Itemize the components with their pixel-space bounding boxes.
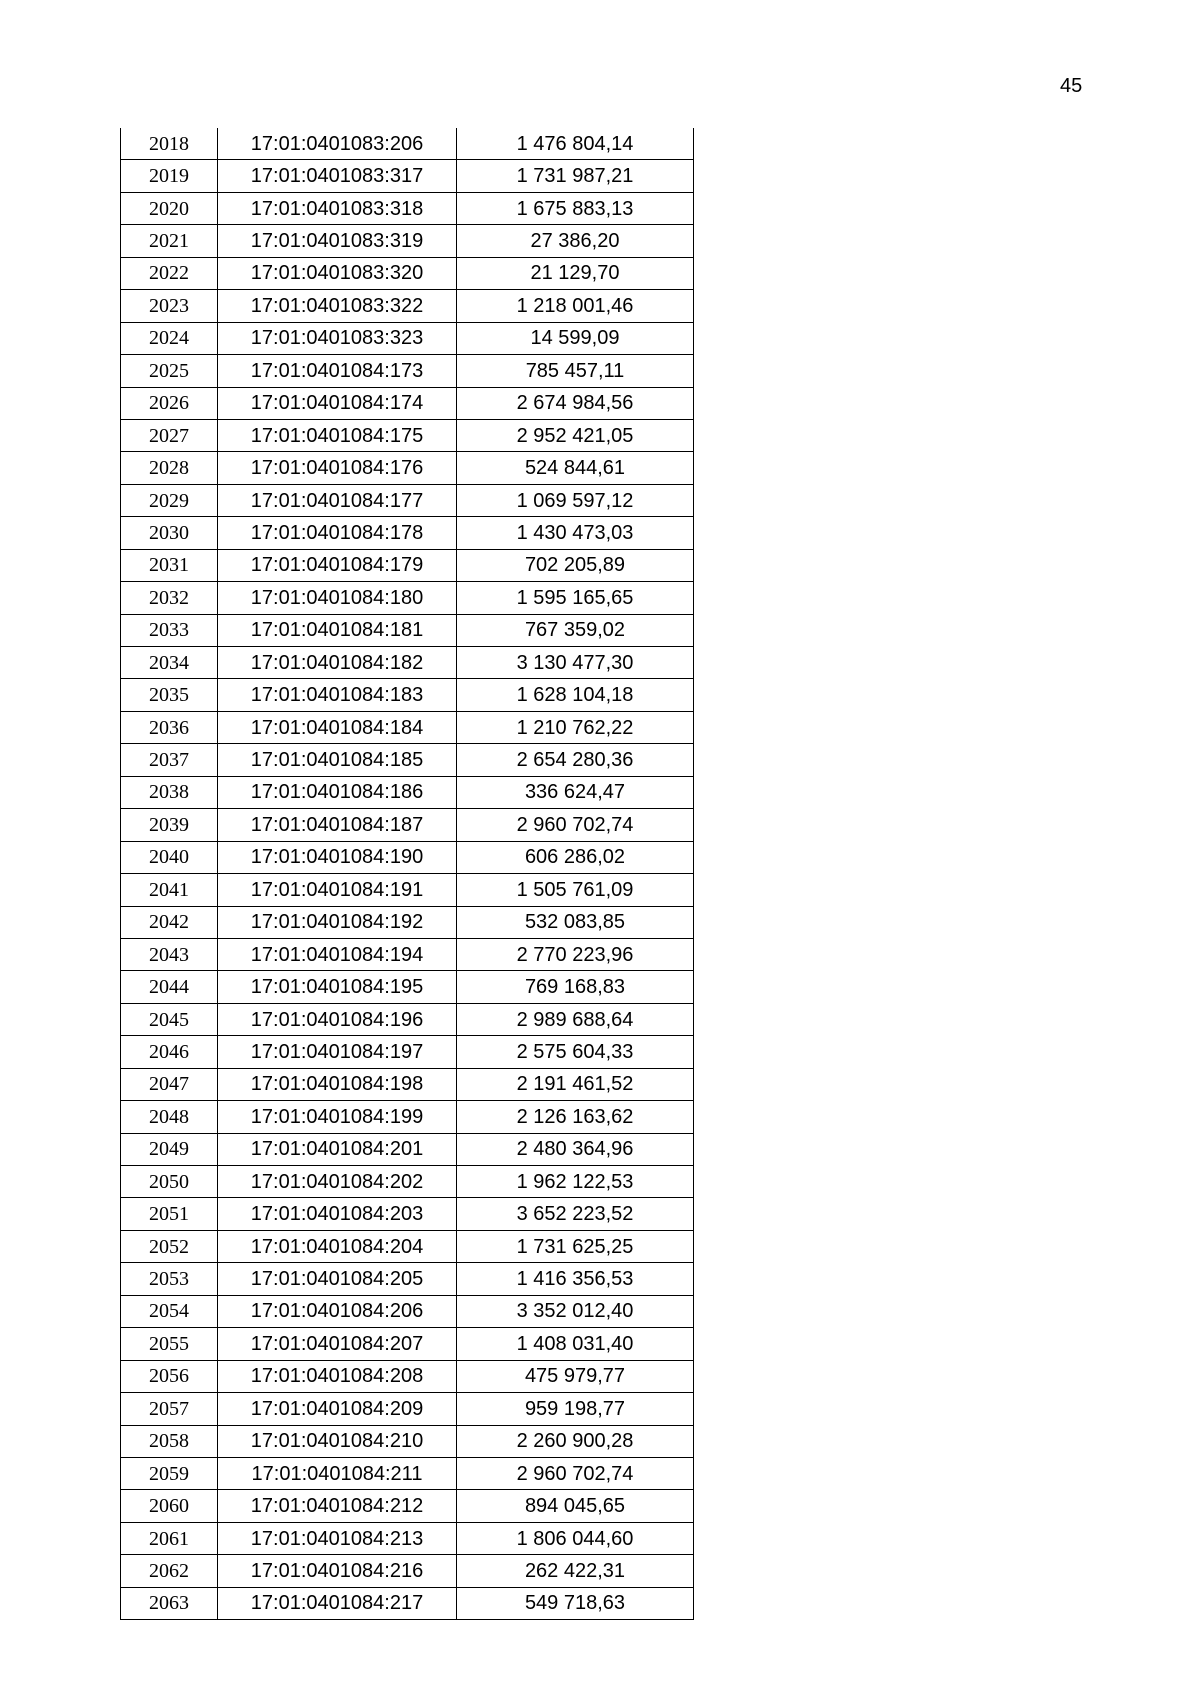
cadastral-value: 1 476 804,14 bbox=[457, 128, 694, 160]
cadastral-number: 17:01:0401084:196 bbox=[218, 1003, 457, 1035]
cadastral-number: 17:01:0401084:204 bbox=[218, 1230, 457, 1262]
cadastral-number: 17:01:0401084:195 bbox=[218, 971, 457, 1003]
cadastral-number: 17:01:0401083:318 bbox=[218, 192, 457, 224]
cadastral-number: 17:01:0401084:182 bbox=[218, 647, 457, 679]
table-row bbox=[121, 1457, 694, 1489]
table-row bbox=[121, 387, 694, 419]
cadastral-number: 17:01:0401084:210 bbox=[218, 1425, 457, 1457]
cadastral-number: 17:01:0401084:199 bbox=[218, 1101, 457, 1133]
table-row bbox=[121, 938, 694, 970]
row-number: 2061 bbox=[121, 1522, 218, 1554]
cadastral-number: 17:01:0401084:194 bbox=[218, 938, 457, 970]
cadastral-number: 17:01:0401084:208 bbox=[218, 1360, 457, 1392]
row-number: 2039 bbox=[121, 809, 218, 841]
cadastral-number: 17:01:0401084:175 bbox=[218, 419, 457, 451]
cadastral-value: 1 069 597,12 bbox=[457, 484, 694, 516]
table-row bbox=[121, 744, 694, 776]
cadastral-number: 17:01:0401084:216 bbox=[218, 1555, 457, 1587]
cadastral-number: 17:01:0401084:205 bbox=[218, 1263, 457, 1295]
cadastral-number: 17:01:0401084:190 bbox=[218, 841, 457, 873]
table-row bbox=[121, 517, 694, 549]
cadastral-value: 2 960 702,74 bbox=[457, 809, 694, 841]
row-number: 2063 bbox=[121, 1587, 218, 1619]
row-number: 2062 bbox=[121, 1555, 218, 1587]
cadastral-value: 3 130 477,30 bbox=[457, 647, 694, 679]
page-number: 45 bbox=[1060, 75, 1083, 97]
cadastre-table bbox=[120, 128, 694, 1620]
table-row bbox=[121, 582, 694, 614]
row-number: 2033 bbox=[121, 614, 218, 646]
row-number: 2055 bbox=[121, 1328, 218, 1360]
cadastral-value: 3 352 012,40 bbox=[457, 1295, 694, 1327]
table-row bbox=[121, 160, 694, 192]
cadastral-value: 1 430 473,03 bbox=[457, 517, 694, 549]
cadastral-value: 767 359,02 bbox=[457, 614, 694, 646]
cadastral-number: 17:01:0401084:207 bbox=[218, 1328, 457, 1360]
cadastral-number: 17:01:0401084:176 bbox=[218, 452, 457, 484]
cadastral-value: 2 952 421,05 bbox=[457, 419, 694, 451]
table-row bbox=[121, 679, 694, 711]
table-row bbox=[121, 225, 694, 257]
cadastral-value: 549 718,63 bbox=[457, 1587, 694, 1619]
table-row bbox=[121, 1133, 694, 1165]
cadastral-number: 17:01:0401084:213 bbox=[218, 1522, 457, 1554]
cadastral-value: 2 989 688,64 bbox=[457, 1003, 694, 1035]
row-number: 2032 bbox=[121, 582, 218, 614]
cadastral-number: 17:01:0401084:178 bbox=[218, 517, 457, 549]
row-number: 2028 bbox=[121, 452, 218, 484]
row-number: 2051 bbox=[121, 1198, 218, 1230]
table-row bbox=[121, 322, 694, 354]
table-row bbox=[121, 841, 694, 873]
cadastral-number: 17:01:0401084:186 bbox=[218, 776, 457, 808]
cadastral-number: 17:01:0401084:202 bbox=[218, 1166, 457, 1198]
cadastral-number: 17:01:0401084:174 bbox=[218, 387, 457, 419]
cadastral-value: 524 844,61 bbox=[457, 452, 694, 484]
cadastral-number: 17:01:0401084:184 bbox=[218, 711, 457, 743]
table-row bbox=[121, 1522, 694, 1554]
cadastral-value: 1 218 001,46 bbox=[457, 290, 694, 322]
table-row bbox=[121, 1166, 694, 1198]
table-row bbox=[121, 355, 694, 387]
row-number: 2044 bbox=[121, 971, 218, 1003]
cadastral-number: 17:01:0401084:187 bbox=[218, 809, 457, 841]
cadastral-number: 17:01:0401084:217 bbox=[218, 1587, 457, 1619]
row-number: 2048 bbox=[121, 1101, 218, 1133]
cadastral-number: 17:01:0401084:180 bbox=[218, 582, 457, 614]
cadastral-number: 17:01:0401084:192 bbox=[218, 906, 457, 938]
cadastral-value: 2 654 280,36 bbox=[457, 744, 694, 776]
table-row bbox=[121, 614, 694, 646]
cadastral-value: 1 416 356,53 bbox=[457, 1263, 694, 1295]
table-row bbox=[121, 776, 694, 808]
table-row bbox=[121, 1263, 694, 1295]
table-row bbox=[121, 484, 694, 516]
cadastral-value: 702 205,89 bbox=[457, 549, 694, 581]
table-row bbox=[121, 192, 694, 224]
row-number: 2020 bbox=[121, 192, 218, 224]
row-number: 2046 bbox=[121, 1036, 218, 1068]
table-row bbox=[121, 257, 694, 289]
cadastral-value: 2 960 702,74 bbox=[457, 1457, 694, 1489]
cadastral-number: 17:01:0401084:181 bbox=[218, 614, 457, 646]
cadastral-value: 1 628 104,18 bbox=[457, 679, 694, 711]
cadastral-value: 785 457,11 bbox=[457, 355, 694, 387]
cadastral-value: 1 595 165,65 bbox=[457, 582, 694, 614]
row-number: 2041 bbox=[121, 874, 218, 906]
cadastral-value: 1 731 987,21 bbox=[457, 160, 694, 192]
cadastral-value: 2 126 163,62 bbox=[457, 1101, 694, 1133]
cadastral-value: 14 599,09 bbox=[457, 322, 694, 354]
row-number: 2021 bbox=[121, 225, 218, 257]
row-number: 2060 bbox=[121, 1490, 218, 1522]
table-row bbox=[121, 1295, 694, 1327]
cadastral-value: 475 979,77 bbox=[457, 1360, 694, 1392]
cadastral-value: 1 806 044,60 bbox=[457, 1522, 694, 1554]
cadastral-number: 17:01:0401084:177 bbox=[218, 484, 457, 516]
row-number: 2035 bbox=[121, 679, 218, 711]
cadastral-value: 2 260 900,28 bbox=[457, 1425, 694, 1457]
cadastral-value: 606 286,02 bbox=[457, 841, 694, 873]
row-number: 2053 bbox=[121, 1263, 218, 1295]
cadastral-value: 27 386,20 bbox=[457, 225, 694, 257]
cadastral-value: 2 575 604,33 bbox=[457, 1036, 694, 1068]
cadastral-number: 17:01:0401083:322 bbox=[218, 290, 457, 322]
table-row bbox=[121, 1068, 694, 1100]
row-number: 2043 bbox=[121, 938, 218, 970]
row-number: 2025 bbox=[121, 355, 218, 387]
row-number: 2027 bbox=[121, 419, 218, 451]
table-row bbox=[121, 1328, 694, 1360]
row-number: 2045 bbox=[121, 1003, 218, 1035]
table-row bbox=[121, 290, 694, 322]
row-number: 2038 bbox=[121, 776, 218, 808]
cadastral-number: 17:01:0401084:203 bbox=[218, 1198, 457, 1230]
table-row bbox=[121, 1490, 694, 1522]
row-number: 2047 bbox=[121, 1068, 218, 1100]
table-row bbox=[121, 971, 694, 1003]
cadastral-value: 1 408 031,40 bbox=[457, 1328, 694, 1360]
table-row bbox=[121, 711, 694, 743]
table-row bbox=[121, 419, 694, 451]
cadastral-value: 1 675 883,13 bbox=[457, 192, 694, 224]
row-number: 2037 bbox=[121, 744, 218, 776]
row-number: 2042 bbox=[121, 906, 218, 938]
cadastral-value: 959 198,77 bbox=[457, 1393, 694, 1425]
cadastral-number: 17:01:0401084:191 bbox=[218, 874, 457, 906]
row-number: 2040 bbox=[121, 841, 218, 873]
cadastral-number: 17:01:0401083:319 bbox=[218, 225, 457, 257]
cadastral-value: 336 624,47 bbox=[457, 776, 694, 808]
cadastral-value: 1 962 122,53 bbox=[457, 1166, 694, 1198]
row-number: 2049 bbox=[121, 1133, 218, 1165]
row-number: 2022 bbox=[121, 257, 218, 289]
cadastral-number: 17:01:0401083:206 bbox=[218, 128, 457, 160]
row-number: 2054 bbox=[121, 1295, 218, 1327]
cadastral-value: 1 210 762,22 bbox=[457, 711, 694, 743]
table-row bbox=[121, 1393, 694, 1425]
cadastral-number: 17:01:0401084:185 bbox=[218, 744, 457, 776]
cadastral-value: 2 480 364,96 bbox=[457, 1133, 694, 1165]
row-number: 2019 bbox=[121, 160, 218, 192]
cadastral-value: 1 505 761,09 bbox=[457, 874, 694, 906]
row-number: 2023 bbox=[121, 290, 218, 322]
cadastral-value: 2 770 223,96 bbox=[457, 938, 694, 970]
cadastral-number: 17:01:0401083:323 bbox=[218, 322, 457, 354]
cadastral-number: 17:01:0401083:320 bbox=[218, 257, 457, 289]
cadastral-number: 17:01:0401084:179 bbox=[218, 549, 457, 581]
cadastral-value: 1 731 625,25 bbox=[457, 1230, 694, 1262]
cadastral-value: 2 191 461,52 bbox=[457, 1068, 694, 1100]
cadastral-number: 17:01:0401084:212 bbox=[218, 1490, 457, 1522]
cadastral-number: 17:01:0401084:209 bbox=[218, 1393, 457, 1425]
table-row bbox=[121, 1555, 694, 1587]
cadastral-number: 17:01:0401084:197 bbox=[218, 1036, 457, 1068]
table-row bbox=[121, 874, 694, 906]
row-number: 2056 bbox=[121, 1360, 218, 1392]
cadastral-number: 17:01:0401083:317 bbox=[218, 160, 457, 192]
cadastral-value: 894 045,65 bbox=[457, 1490, 694, 1522]
row-number: 2034 bbox=[121, 647, 218, 679]
cadastral-number: 17:01:0401084:198 bbox=[218, 1068, 457, 1100]
row-number: 2052 bbox=[121, 1230, 218, 1262]
cadastral-value: 532 083,85 bbox=[457, 906, 694, 938]
table-row bbox=[121, 1003, 694, 1035]
row-number: 2030 bbox=[121, 517, 218, 549]
row-number: 2036 bbox=[121, 711, 218, 743]
table-row bbox=[121, 906, 694, 938]
row-number: 2057 bbox=[121, 1393, 218, 1425]
row-number: 2029 bbox=[121, 484, 218, 516]
table-row bbox=[121, 809, 694, 841]
cadastral-number: 17:01:0401084:183 bbox=[218, 679, 457, 711]
row-number: 2058 bbox=[121, 1425, 218, 1457]
table-row bbox=[121, 1360, 694, 1392]
cadastral-number: 17:01:0401084:206 bbox=[218, 1295, 457, 1327]
table-body bbox=[121, 128, 694, 1620]
row-number: 2026 bbox=[121, 387, 218, 419]
table-row bbox=[121, 1425, 694, 1457]
row-number: 2018 bbox=[121, 128, 218, 160]
cadastral-number: 17:01:0401084:201 bbox=[218, 1133, 457, 1165]
table-row bbox=[121, 1036, 694, 1068]
table-row bbox=[121, 549, 694, 581]
cadastral-value: 21 129,70 bbox=[457, 257, 694, 289]
row-number: 2031 bbox=[121, 549, 218, 581]
table-row bbox=[121, 1198, 694, 1230]
cadastral-number: 17:01:0401084:173 bbox=[218, 355, 457, 387]
row-number: 2024 bbox=[121, 322, 218, 354]
table-row bbox=[121, 1101, 694, 1133]
table-row bbox=[121, 1587, 694, 1619]
table-row bbox=[121, 452, 694, 484]
cadastral-value: 2 674 984,56 bbox=[457, 387, 694, 419]
cadastral-value: 262 422,31 bbox=[457, 1555, 694, 1587]
cadastral-value: 3 652 223,52 bbox=[457, 1198, 694, 1230]
cadastral-number: 17:01:0401084:211 bbox=[218, 1457, 457, 1489]
table-row bbox=[121, 647, 694, 679]
table-row bbox=[121, 128, 694, 160]
row-number: 2050 bbox=[121, 1166, 218, 1198]
cadastral-value: 769 168,83 bbox=[457, 971, 694, 1003]
row-number: 2059 bbox=[121, 1457, 218, 1489]
table-row bbox=[121, 1230, 694, 1262]
